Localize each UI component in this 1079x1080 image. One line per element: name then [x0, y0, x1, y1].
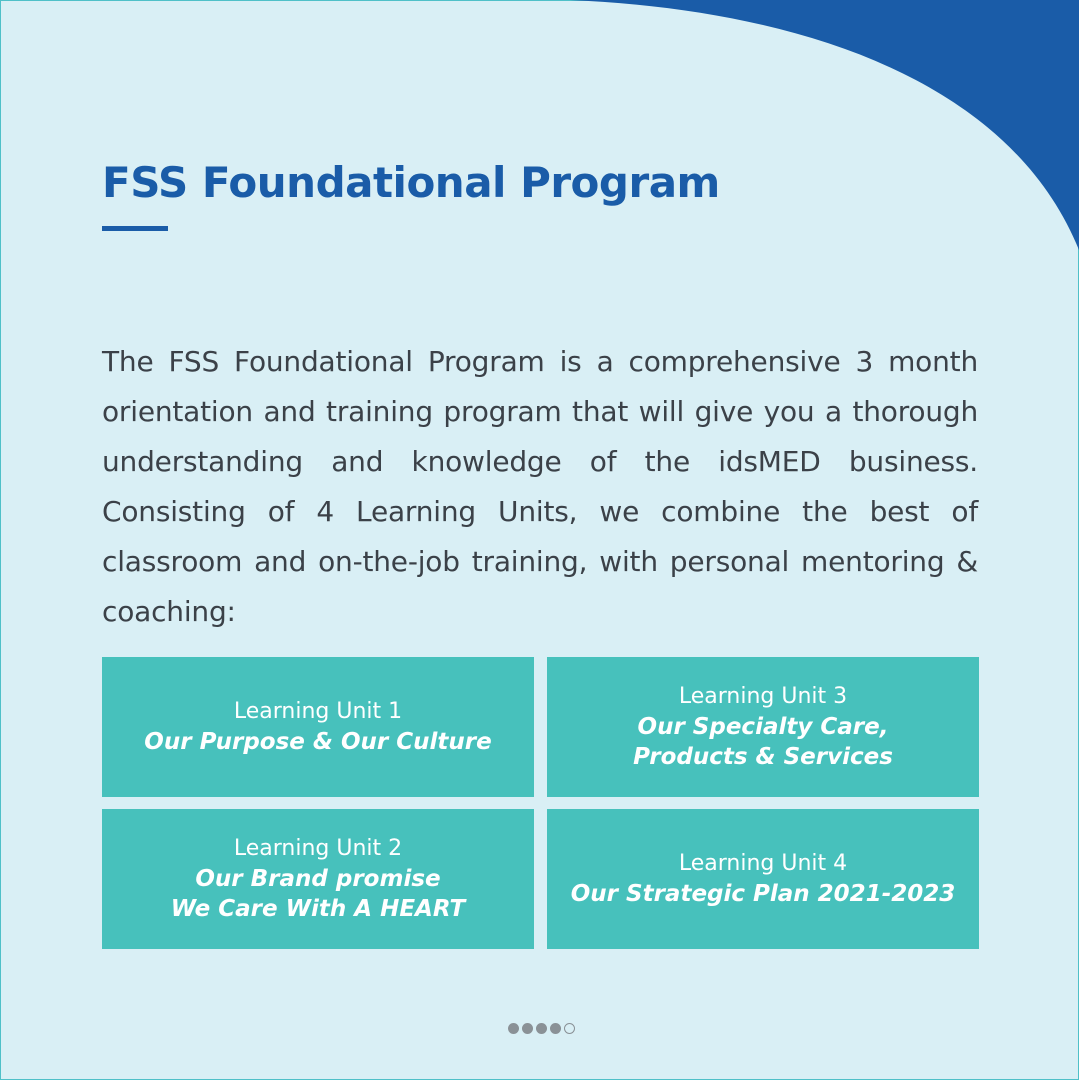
learning-units-grid — [102, 657, 978, 949]
unit-name: Our Purpose & Our Culture — [144, 729, 492, 755]
pagination-dot-1[interactable] — [508, 1023, 519, 1034]
unit-number: Learning Unit 3 — [678, 684, 848, 709]
unit-number: Learning Unit 4 — [678, 851, 848, 876]
page-title: FSS Foundational Program — [102, 158, 720, 207]
title-underline — [102, 226, 168, 231]
pagination-dot-2[interactable] — [522, 1023, 533, 1034]
pagination-dot-4[interactable] — [550, 1023, 561, 1034]
pagination-dot-3[interactable] — [536, 1023, 547, 1034]
learning-unit-1-card — [102, 657, 534, 797]
learning-unit-3-card — [547, 657, 979, 797]
unit-number: Learning Unit 1 — [233, 699, 403, 724]
pagination-dots[interactable] — [508, 1023, 575, 1034]
intro-paragraph: The FSS Foundational Program is a comprehensive 3 month orientation and training program that will give you a thorough understanding and knowledge of the idsMED business. Consisting of 4 Learning Units, we combine the best of classroom and on-the-job training, with personal mentoring & coaching: — [102, 345, 978, 628]
unit-name: Our Specialty Care, Products & Services — [633, 714, 893, 770]
pagination-dot-5[interactable] — [564, 1023, 575, 1034]
learning-unit-4-card — [547, 809, 979, 949]
unit-number: Learning Unit 2 — [233, 836, 403, 861]
unit-name: Our Strategic Plan 2021-2023 — [570, 881, 956, 907]
learning-unit-2-card — [102, 809, 534, 949]
unit-name: Our Brand promise We Care With A HEART — [170, 866, 466, 922]
